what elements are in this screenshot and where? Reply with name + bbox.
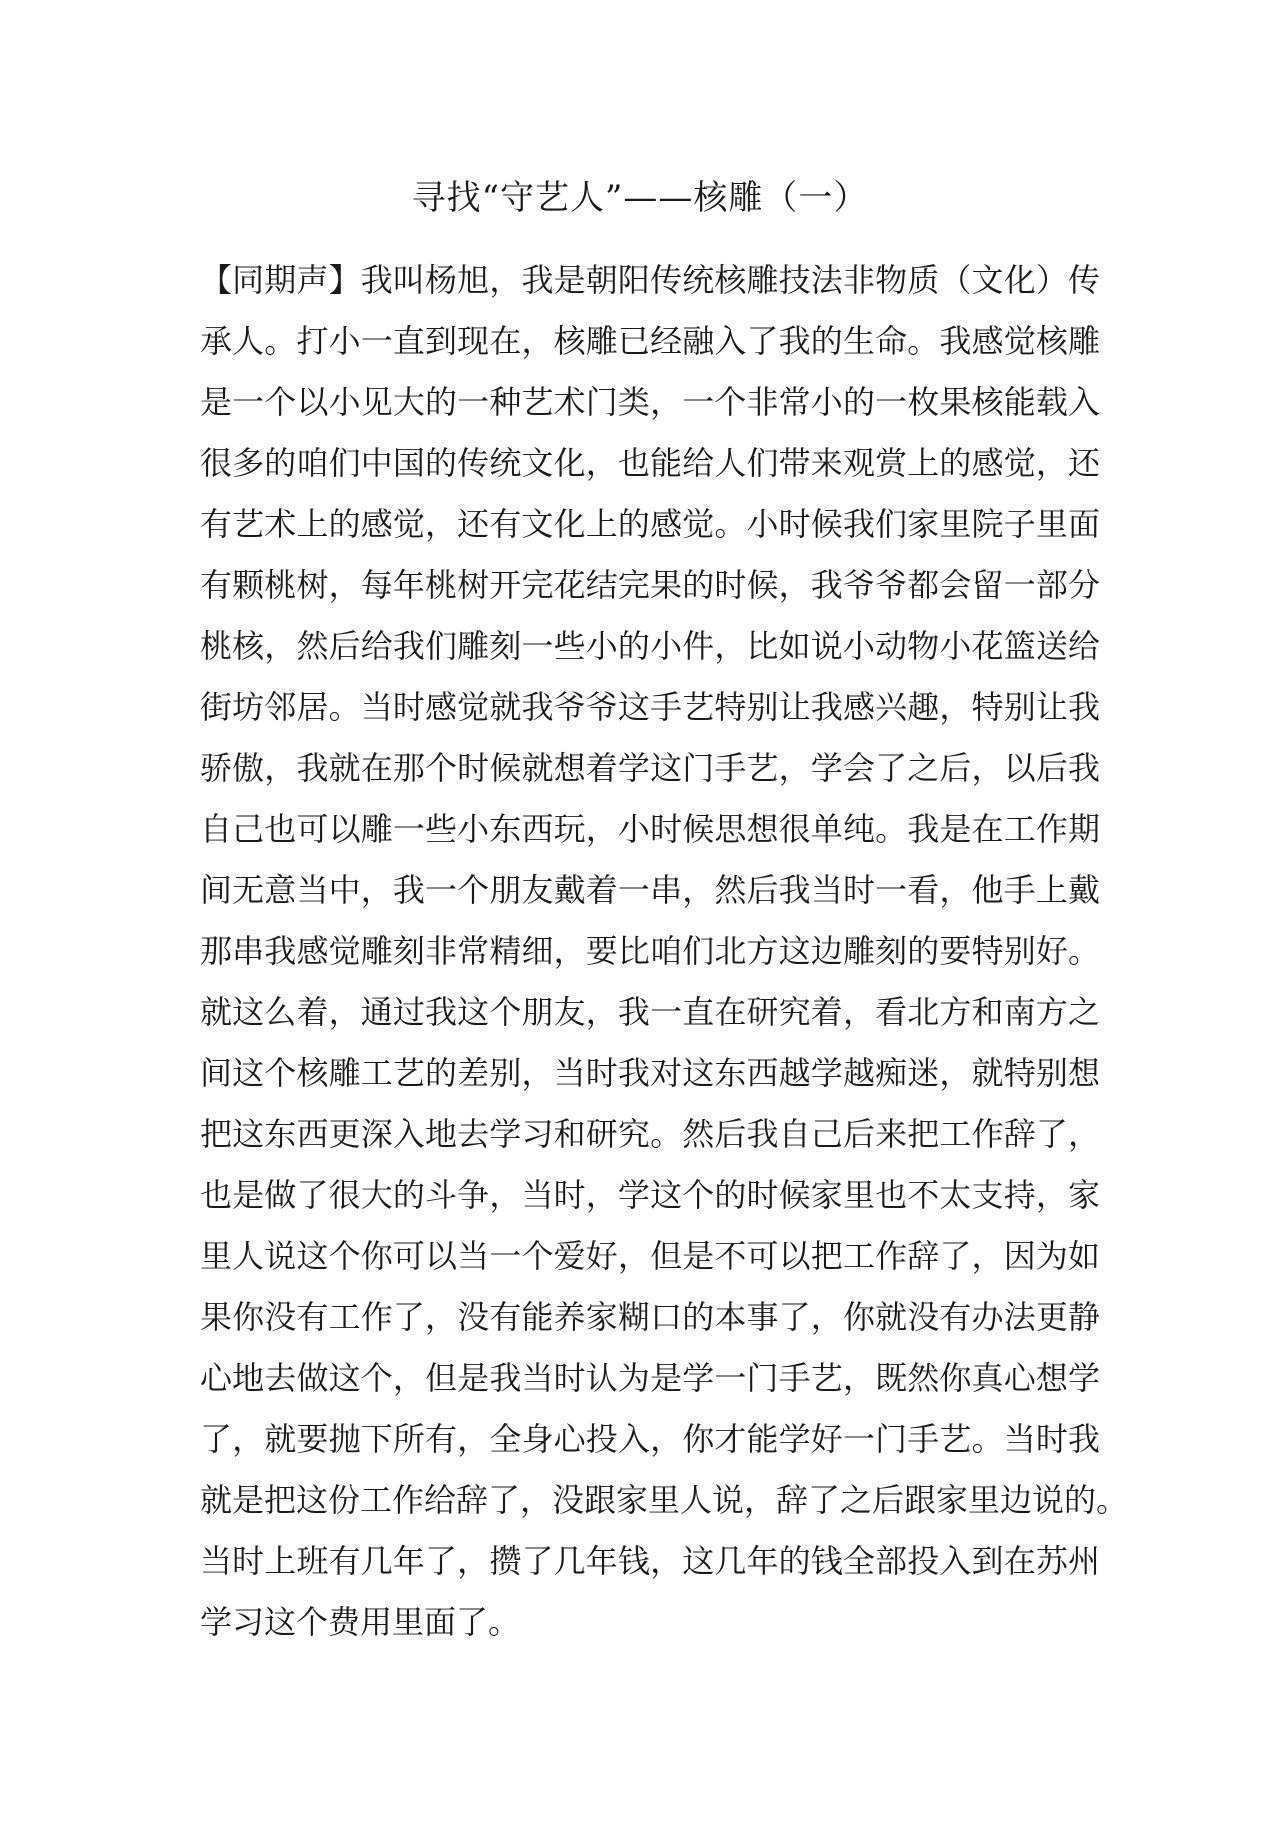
body-line: 里人说这个你可以当一个爱好，但是不可以把工作辞了，因为如	[200, 1237, 1100, 1275]
body-line: 街坊邻居。当时感觉就我爷爷这手艺特别让我感兴趣，特别让我	[200, 688, 1100, 726]
document-body	[200, 250, 1129, 1653]
document-title: 寻找“守艺人”——核雕（一）	[411, 178, 869, 218]
body-line: 那串我感觉雕刻非常精细，要比咱们北方这边雕刻的要特别好。	[200, 932, 1100, 970]
body-line: 就是把这份工作给辞了，没跟家里人说，辞了之后跟家里边说的。	[200, 1481, 1129, 1519]
body-line: 有艺术上的感觉，还有文化上的感觉。小时候我们家里院子里面	[200, 505, 1100, 543]
body-line: 很多的咱们中国的传统文化，也能给人们带来观赏上的感觉，还	[200, 444, 1100, 482]
body-line: 间这个核雕工艺的差别，当时我对这东西越学越痴迷，就特别想	[200, 1054, 1100, 1092]
body-line: 了，就要抛下所有，全身心投入，你才能学好一门手艺。当时我	[200, 1420, 1100, 1458]
body-line: 承人。打小一直到现在，核雕已经融入了我的生命。我感觉核雕	[200, 322, 1100, 360]
body-line: 把这东西更深入地去学习和研究。然后我自己后来把工作辞了，	[200, 1115, 1100, 1153]
body-line: 骄傲，我就在那个时候就想着学这门手艺，学会了之后，以后我	[200, 749, 1100, 787]
body-line: 果你没有工作了，没有能养家糊口的本事了，你就没有办法更静	[200, 1298, 1100, 1336]
body-line: 【同期声】我叫杨旭，我是朝阳传统核雕技法非物质（文化）传	[200, 261, 1100, 299]
body-line: 也是做了很大的斗争，当时，学这个的时候家里也不太支持，家	[200, 1176, 1100, 1214]
body-line: 自己也可以雕一些小东西玩，小时候思想很单纯。我是在工作期	[200, 810, 1100, 848]
body-line: 是一个以小见大的一种艺术门类，一个非常小的一枚果核能载入	[200, 383, 1100, 421]
body-line: 就这么着，通过我这个朋友，我一直在研究着，看北方和南方之	[200, 993, 1100, 1031]
body-line: 间无意当中，我一个朋友戴着一串，然后我当时一看，他手上戴	[200, 871, 1100, 909]
body-line: 当时上班有几年了，攒了几年钱，这几年的钱全部投入到在苏州	[200, 1542, 1100, 1580]
body-line: 心地去做这个，但是我当时认为是学一门手艺，既然你真心想学	[200, 1359, 1100, 1397]
body-line: 有颗桃树，每年桃树开完花结完果的时候，我爷爷都会留一部分	[200, 566, 1100, 604]
body-line: 桃核，然后给我们雕刻一些小的小件，比如说小动物小花篮送给	[200, 627, 1100, 665]
body-line: 学习这个费用里面了。	[200, 1603, 521, 1641]
